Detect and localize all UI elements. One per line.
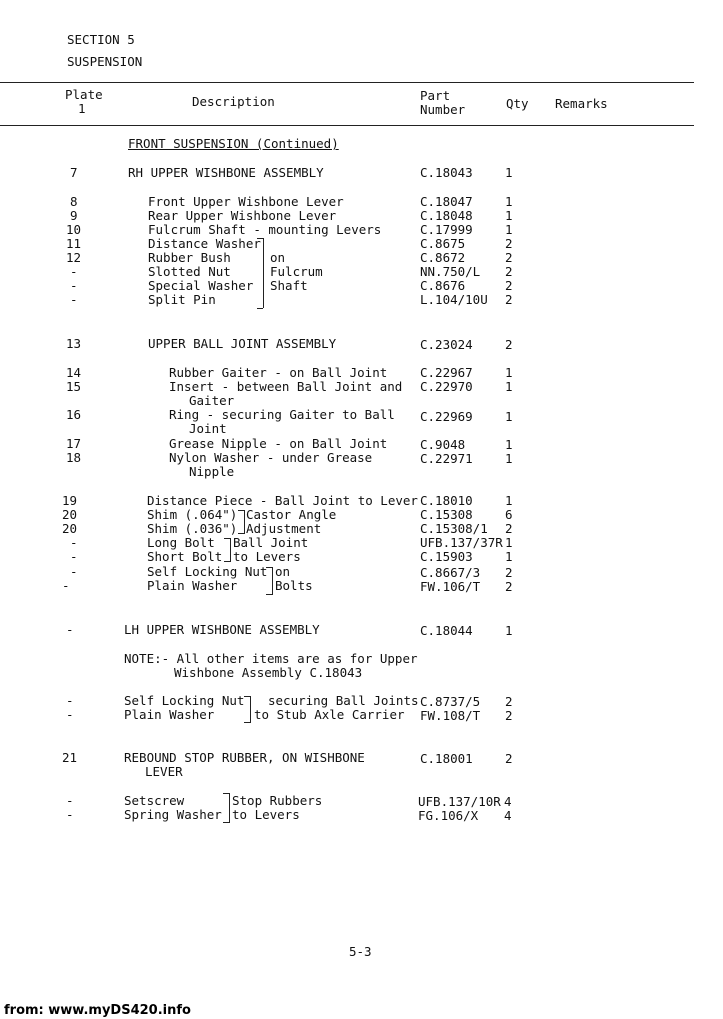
- plate-cell: -: [70, 278, 78, 293]
- qty-cell: 1: [505, 451, 513, 466]
- qty-cell: 4: [504, 808, 512, 823]
- bracket-bolts: [224, 538, 231, 562]
- plate-cell: 17: [66, 436, 82, 451]
- part-cell: FW.108/T: [420, 708, 481, 723]
- part-cell: L.104/10U: [420, 292, 488, 307]
- part-cell: C.22969: [420, 409, 473, 424]
- part-cell: C.18043: [420, 165, 473, 180]
- plate-cell: 21: [62, 750, 78, 765]
- col-remarks: Remarks: [555, 96, 608, 111]
- part-cell: C.22967: [420, 365, 473, 380]
- plate-cell: 13: [66, 336, 82, 351]
- part-cell: C.23024: [420, 337, 473, 352]
- desc-cell: Fulcrum Shaft - mounting Levers: [148, 222, 382, 237]
- bracket-label: to Levers: [233, 549, 301, 564]
- desc-cell: Insert - between Ball Joint and: [169, 379, 403, 394]
- bracket-label: securing Ball Joints: [268, 693, 419, 708]
- section-label: SECTION 5: [67, 32, 135, 47]
- plate-cell: 12: [66, 250, 82, 265]
- bracket-label: Stop Rubbers: [232, 793, 323, 808]
- qty-cell: 2: [505, 236, 513, 251]
- bracket-label: on: [275, 564, 291, 579]
- desc-cell: Distance Washer: [148, 236, 261, 251]
- group-heading: FRONT SUSPENSION (Continued): [128, 136, 339, 151]
- part-cell: C.22970: [420, 379, 473, 394]
- col-plate: Plate: [65, 87, 103, 102]
- qty-cell: 2: [505, 264, 513, 279]
- qty-cell: 1: [505, 549, 513, 564]
- desc-cell: Self Locking Nut: [147, 564, 268, 579]
- desc-cell: Long Bolt: [147, 535, 215, 550]
- part-cell: C.17999: [420, 222, 473, 237]
- bracket-shim: [238, 510, 245, 534]
- part-cell: C.8667/3: [420, 565, 481, 580]
- bracket-label: Fulcrum: [270, 264, 323, 279]
- col-part: Part: [420, 88, 451, 103]
- desc-continuation: LEVER: [145, 764, 183, 779]
- source-footer: from: www.myDS420.info: [4, 1003, 191, 1018]
- desc-cell: Front Upper Wishbone Lever: [148, 194, 344, 209]
- bracket-label: Castor Angle: [246, 507, 337, 522]
- qty-cell: 1: [505, 409, 513, 424]
- desc-cell: Split Pin: [148, 292, 216, 307]
- qty-cell: 2: [505, 579, 513, 594]
- desc-continuation: Joint: [189, 421, 227, 436]
- col-description: Description: [192, 94, 275, 109]
- part-cell: FW.106/T: [420, 579, 481, 594]
- plate-cell: 7: [70, 165, 78, 180]
- desc-cell: Nylon Washer - under Grease: [169, 450, 373, 465]
- desc-cell: Short Bolt: [147, 549, 223, 564]
- part-cell: C.8737/5: [420, 694, 481, 709]
- part-cell: C.8676: [420, 278, 466, 293]
- qty-cell: 1: [505, 194, 513, 209]
- part-cell: FG.106/X: [418, 808, 479, 823]
- part-cell: C.22971: [420, 451, 473, 466]
- desc-cell: Spring Washer: [124, 807, 222, 822]
- desc-cell: Special Washer: [148, 278, 254, 293]
- bracket-fulcrum: [263, 238, 264, 308]
- desc-continuation: Nipple: [189, 464, 235, 479]
- plate-cell: 14: [66, 365, 82, 380]
- desc-cell: Plain Washer: [124, 707, 215, 722]
- plate-cell: -: [70, 264, 78, 279]
- bracket-cap-bottom: [257, 308, 263, 309]
- desc-cell: LH UPPER WISHBONE ASSEMBLY: [124, 622, 320, 637]
- desc-cell: Grease Nipple - on Ball Joint: [169, 436, 388, 451]
- plate-cell: -: [70, 549, 78, 564]
- plate-cell: 9: [70, 208, 78, 223]
- part-cell: NN.750/L: [420, 264, 481, 279]
- part-cell: C.15903: [420, 549, 473, 564]
- part-cell: C.18010: [420, 493, 473, 508]
- part-cell: UFB.137/10R: [418, 794, 501, 809]
- header-rule-bottom: [0, 125, 694, 126]
- plate-cell: 18: [66, 450, 82, 465]
- part-cell: C.18001: [420, 751, 473, 766]
- page-number: 5-3: [349, 944, 372, 959]
- desc-cell: Distance Piece - Ball Joint to Lever: [147, 493, 418, 508]
- bracket-label: on: [270, 250, 286, 265]
- bracket-label: Shaft: [270, 278, 308, 293]
- qty-cell: 2: [505, 694, 513, 709]
- qty-cell: 2: [505, 250, 513, 265]
- qty-cell: 2: [505, 708, 513, 723]
- bracket-label: Adjustment: [246, 521, 322, 536]
- qty-cell: 1: [505, 535, 513, 550]
- plate-cell: 8: [70, 194, 78, 209]
- qty-cell: 2: [505, 565, 513, 580]
- plate-cell: -: [70, 292, 78, 307]
- part-cell: C.15308/1: [420, 521, 488, 536]
- qty-cell: 2: [505, 521, 513, 536]
- plate-cell: 10: [66, 222, 82, 237]
- desc-cell: Ring - securing Gaiter to Ball: [169, 407, 395, 422]
- desc-cell: Rubber Bush: [148, 250, 231, 265]
- plate-cell: -: [66, 622, 74, 637]
- qty-cell: 2: [505, 278, 513, 293]
- qty-cell: 4: [504, 794, 512, 809]
- bracket-label: to Levers: [232, 807, 300, 822]
- qty-cell: 1: [505, 165, 513, 180]
- bracket-label: to Stub Axle Carrier: [254, 707, 405, 722]
- bracket-cap-top: [257, 238, 263, 239]
- qty-cell: 2: [505, 337, 513, 352]
- qty-cell: 1: [505, 222, 513, 237]
- plate-cell: 16: [66, 407, 82, 422]
- plate-cell: -: [66, 707, 74, 722]
- bracket-label: Bolts: [275, 578, 313, 593]
- bracket-setscrew: [223, 793, 230, 823]
- part-cell: C.18044: [420, 623, 473, 638]
- qty-cell: 1: [505, 379, 513, 394]
- desc-cell: Slotted Nut: [148, 264, 231, 279]
- qty-cell: 2: [505, 292, 513, 307]
- col-qty: Qty: [506, 96, 529, 111]
- note-line: NOTE:- All other items are as for Upper: [124, 651, 418, 666]
- desc-cell: Rubber Gaiter - on Ball Joint: [169, 365, 388, 380]
- col-part-number: Number: [420, 102, 466, 117]
- note-line: Wishbone Assembly C.18043: [174, 665, 363, 680]
- plate-cell: -: [66, 807, 74, 822]
- plate-cell: 20: [62, 507, 78, 522]
- col-plate-number: 1: [78, 101, 86, 116]
- plate-cell: -: [62, 578, 70, 593]
- part-cell: C.18047: [420, 194, 473, 209]
- part-cell: C.15308: [420, 507, 473, 522]
- desc-cell: Shim (.036"): [147, 521, 238, 536]
- part-cell: C.9048: [420, 437, 466, 452]
- qty-cell: 1: [505, 623, 513, 638]
- qty-cell: 1: [505, 365, 513, 380]
- plate-cell: -: [70, 564, 78, 579]
- plate-cell: 19: [62, 493, 78, 508]
- plate-cell: 15: [66, 379, 82, 394]
- desc-cell: RH UPPER WISHBONE ASSEMBLY: [128, 165, 324, 180]
- part-cell: C.18048: [420, 208, 473, 223]
- part-cell: UFB.137/37R: [420, 535, 503, 550]
- desc-cell: UPPER BALL JOINT ASSEMBLY: [148, 336, 337, 351]
- bracket-label: Ball Joint: [233, 535, 309, 550]
- desc-cell: Plain Washer: [147, 578, 238, 593]
- desc-cell: Rear Upper Wishbone Lever: [148, 208, 337, 223]
- part-cell: C.8675: [420, 236, 466, 251]
- plate-cell: -: [70, 535, 78, 550]
- qty-cell: 2: [505, 751, 513, 766]
- part-cell: C.8672: [420, 250, 466, 265]
- qty-cell: 1: [505, 437, 513, 452]
- header-rule-top: [0, 82, 694, 83]
- qty-cell: 6: [505, 507, 513, 522]
- bracket-lh: [244, 696, 251, 723]
- plate-cell: 11: [66, 236, 82, 251]
- desc-continuation: Gaiter: [189, 393, 235, 408]
- desc-cell: Setscrew: [124, 793, 185, 808]
- bracket-nut: [266, 567, 273, 595]
- qty-cell: 1: [505, 208, 513, 223]
- desc-cell: REBOUND STOP RUBBER, ON WISHBONE: [124, 750, 365, 765]
- section-title: SUSPENSION: [67, 54, 143, 69]
- plate-cell: -: [66, 793, 74, 808]
- desc-cell: Self Locking Nut: [124, 693, 245, 708]
- plate-cell: 20: [62, 521, 78, 536]
- plate-cell: -: [66, 693, 74, 708]
- qty-cell: 1: [505, 493, 513, 508]
- desc-cell: Shim (.064"): [147, 507, 238, 522]
